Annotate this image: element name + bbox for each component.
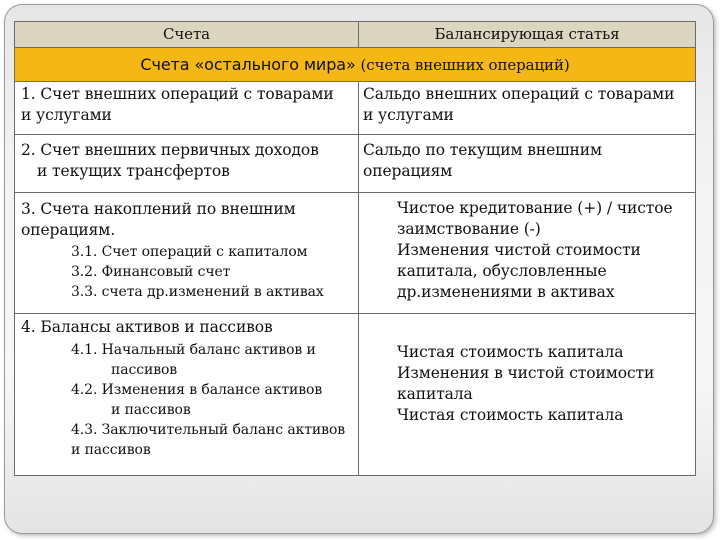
row3-balance-line: капитала, обусловленные: [397, 262, 607, 280]
row4-balance-line: Изменения в чистой стоимости: [397, 364, 655, 382]
row1-account-line1: 1. Счет внешних операций с товарами: [21, 85, 334, 103]
table-header-row: [15, 22, 696, 48]
table-row: [15, 314, 696, 476]
row2-balance-line1: Сальдо по текущим внешним: [363, 141, 602, 159]
row4-sub-item: 4.1. Начальный баланс активов и: [71, 342, 316, 358]
row1-account: [15, 82, 359, 135]
row3-balance: [359, 193, 696, 314]
accounts-table: [14, 21, 696, 476]
row3-sub-item: 3.2. Финансовый счет: [71, 264, 231, 280]
section-title-sub: (счета внешних операций): [360, 55, 570, 74]
row4-balance: [359, 314, 696, 476]
table-row: [15, 135, 696, 193]
row3-sub-list: [21, 242, 354, 302]
row1-balance-line1: Сальдо внешних операций с товарами: [363, 85, 675, 103]
row3-balance-line: Чистое кредитование (+) / чистое: [397, 199, 673, 217]
row2-account: [15, 135, 359, 193]
section-row: [15, 48, 696, 82]
section-title: [15, 48, 696, 82]
row3-sub-item: 3.3. счета др.изменений в активах: [71, 284, 324, 300]
row2-balance: [359, 135, 696, 193]
row4-sub-item: 4.2. Изменения в балансе активов: [71, 382, 323, 398]
row4-sub-item: пассивов: [111, 362, 178, 378]
row2-account-line1: 2. Счет внешних первичных доходов: [21, 141, 319, 159]
row3-balance-line: Изменения чистой стоимости: [397, 241, 641, 259]
row4-balance-line: Чистая стоимость капитала: [397, 406, 624, 424]
section-title-main: Счета «остального мира»: [140, 54, 356, 74]
row2-balance-line2: операциям: [363, 162, 453, 180]
header-accounts: Счета: [15, 22, 359, 48]
row3-balance-line: др.изменениями в активах: [397, 283, 615, 301]
row1-balance-line2: и услугами: [363, 106, 454, 124]
row4-account: [15, 314, 359, 476]
row4-sub-item: и пассивов: [111, 402, 191, 418]
header-balancing-item: Балансирующая статья: [359, 22, 696, 48]
row1-account-line2: и услугами: [21, 106, 112, 124]
table-row: [15, 193, 696, 314]
row3-account: [15, 193, 359, 314]
row3-account-line1: 3. Счета накоплений по внешним: [21, 200, 296, 218]
row4-sub-item: и пассивов: [71, 442, 151, 458]
row2-account-line2: и текущих трансфертов: [37, 162, 230, 180]
row4-sub-list: [21, 340, 354, 460]
row4-account-line1: 4. Балансы активов и пассивов: [21, 318, 273, 336]
row3-sub-item: 3.1. Счет операций с капиталом: [71, 244, 308, 260]
row4-balance-line: капитала: [397, 385, 473, 403]
row3-account-line2: операциям.: [21, 221, 116, 239]
table-row: [15, 82, 696, 135]
row4-balance-line: Чистая стоимость капитала: [397, 343, 624, 361]
row3-balance-line: заимствование (-): [397, 220, 541, 238]
row1-balance: [359, 82, 696, 135]
row4-sub-item: 4.3. Заключительный баланс активов: [71, 422, 346, 438]
